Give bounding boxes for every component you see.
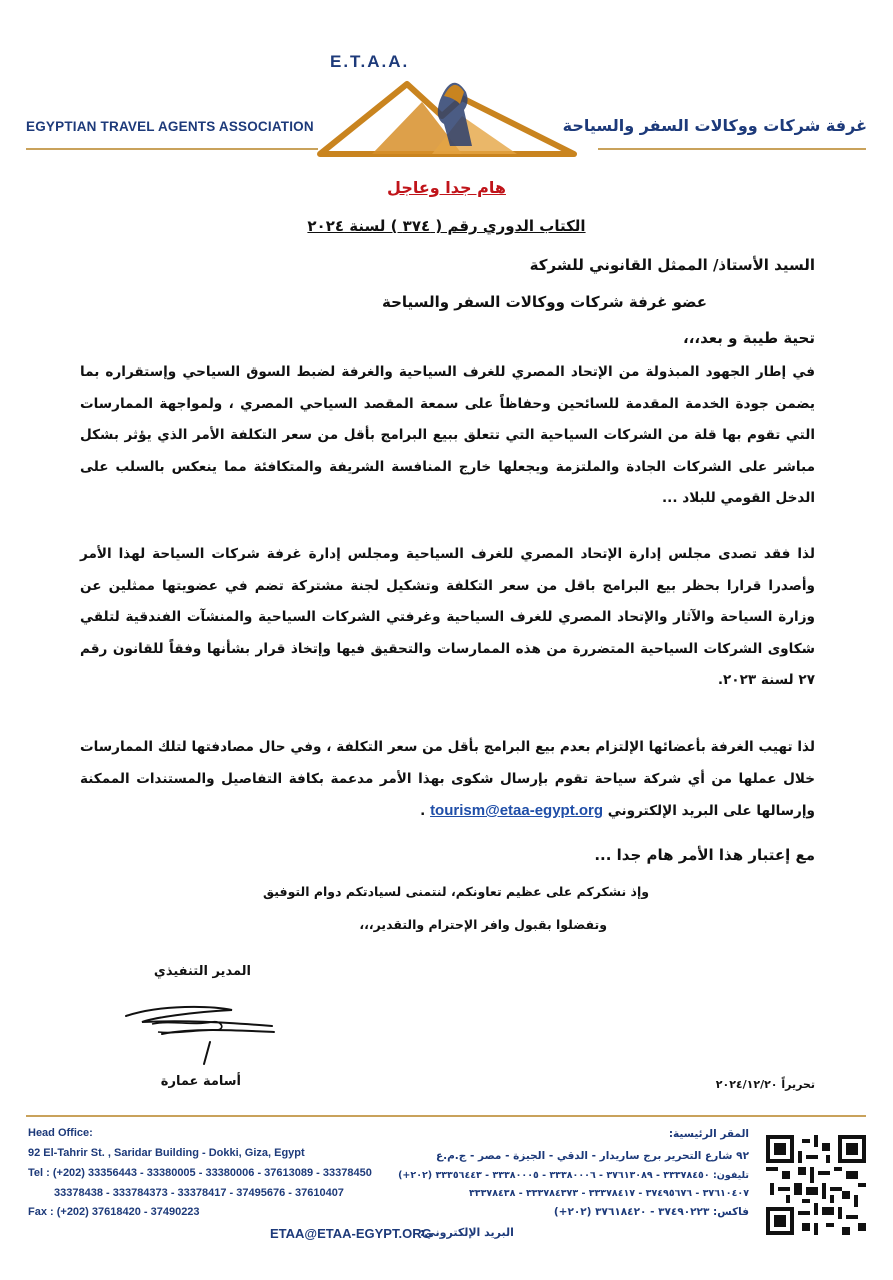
paragraph-3 [80, 732, 815, 828]
signer-name: أسامة عمارة [160, 1074, 241, 1089]
telephone-ar: تليفون: ٣٣٣٧٨٤٥٠ - ٣٧٦١٣٠٨٩ - ٣٣٣٨٠٠٠٦ - ٣٣٣٨٠٠٠٥ - ٣٣٣٥٦٤٤٣ (٢٠٢+) [398, 1170, 749, 1181]
letter-date: تحريراً ٢٠٢٤/١٢/٢٠ [715, 1078, 815, 1091]
closing-line: وتفضلوا بقبول وافر الإحترام والتقدير،،، [359, 917, 607, 932]
head-office-label-en: Head Office: [28, 1127, 93, 1139]
telephone-en: Tel : (+202) 33356443 - 33380005 - 33380006 - 37613089 - 33378450 [28, 1167, 372, 1179]
head-office-label-ar: المقر الرئيسية: [668, 1128, 749, 1140]
addressee-subline: عضو غرفة شركات ووكالات السفر والسياحة [382, 293, 707, 311]
paragraph-2: لذا فقد تصدى مجلس إدارة الإتحاد المصري للغرف السياحية ومجلس إدارة غرفة شركات السياحة لهذا الأمر وأصدرا قرارا بحظر بيع البرامج باقل من سعر التكلفة وتشكيل لجنة مشتركة تضم في عضويتها ممثلين عن وزارة السياحة والآثار والإتحاد المصري للغرف السياحية وغرفتي الشركات السياحية والمنشآت الفندقية لتلقي شكاوى الشركات السياحية المتضررة من هذه الممارسات والتحقيق فيها وإتخاذ قرار بشأنها وفقاً للقانون رقم ٢٧ لسنة ٢٠٢٣. [80, 546, 815, 688]
qr-code-icon [766, 1135, 866, 1235]
greeting: تحية طيبة و بعد،،، [683, 329, 815, 347]
paragraph-1: في إطار الجهود المبذولة من الإتحاد المصري للغرف السياحية والغرفة لضبط السوق السياحي وإستقراره بما يضمن جودة الخدمة المقدمة للسائحين وحفاظاً على سمعة المقصد السياحي المصري ، ولمواجهة الممارسات التي تقوم بها قلة من الشركات السياحية التي تتعلق ببيع البرامج بأقل من سعر التكلفة الأمر الذي يؤثر بشكل مباشر على الشركات الجادة والملتزمة ويجعلها خارج المنافسة الشريفة والمتكافئة مما ينعكس بالسلب على الدخل القومي للبلاد ... [80, 364, 815, 506]
emphasis-line: مع إعتبار هذا الأمر هام جدا ... [594, 846, 815, 864]
footer-divider [26, 1115, 866, 1117]
footer-email[interactable]: ETAA@ETAA-EGYPT.ORG [270, 1226, 432, 1241]
fax-en: Fax : (+202) 37618420 - 37490223 [28, 1206, 200, 1218]
etaa-abbreviation: E.T.A.A. [330, 52, 410, 71]
association-name-ar: غرفة شركات ووكالات السفر والسياحة [562, 116, 867, 135]
paragraph-3-end: . [420, 803, 426, 819]
thanks-line: وإذ نشكركم على عظيم تعاونكم، لنتمنى لسيادتكم دوام التوفيق [263, 884, 649, 899]
address-en: 92 El-Tahrir St. , Saridar Building - Dokki, Giza, Egypt [28, 1147, 305, 1159]
fax-ar: فاكس: ٣٧٤٩٠٢٢٣ - ٣٧٦١٨٤٢٠ (٢٠٢+) [553, 1206, 749, 1218]
paragraph-3-text: لذا تهيب الغرفة بأعضائها الإلتزام بعدم بيع البرامج بأقل من سعر التكلفة ، وفي حال مصادفتها لتلك الممارسات خلال عملها من أي شركة سياحة تقوم بإرسال شكوى بهذا الأمر مدعمة بكافة التفاصيل والمستندات الممكنة وإرسالها على البريد الإلكتروني [80, 739, 815, 819]
address-ar: ٩٢ شارع التحرير برج ساريدار - الدقي - الجيزة - مصر - ج.م.ع [435, 1150, 749, 1162]
urgent-heading: هام جدا وعاجل [387, 178, 506, 197]
telephone-en-2: 33378438 - 333784373 - 33378417 - 37495676 - 37610407 [54, 1187, 344, 1199]
association-name-en: EGYPTIAN TRAVEL AGENTS ASSOCIATION [26, 119, 314, 134]
signer-title: المدير التنفيذي [153, 964, 251, 979]
complaint-email-link[interactable]: tourism@etaa-egypt.org [430, 802, 604, 819]
handwritten-signature [122, 1000, 282, 1070]
circular-number: الكتاب الدوري رقم ( ٣٧٤ ) لسنة ٢٠٢٤ [307, 217, 586, 235]
header-divider-right [598, 148, 866, 150]
header-divider-left [26, 148, 318, 150]
addressee-line: السيد الأستاذ/ الممثل القانوني للشركة [529, 256, 815, 274]
telephone-ar-2: ٣٧٦١٠٤٠٧ - ٣٧٤٩٥٦٧٦ - ٣٣٣٧٨٤١٧ - ٣٣٣٧٨٤٣٧٣ - ٣٣٣٧٨٤٣٨ [469, 1188, 749, 1199]
pyramids-logo-icon [312, 66, 582, 160]
footer-email-label: البريد الإلكتروني: [420, 1226, 514, 1239]
